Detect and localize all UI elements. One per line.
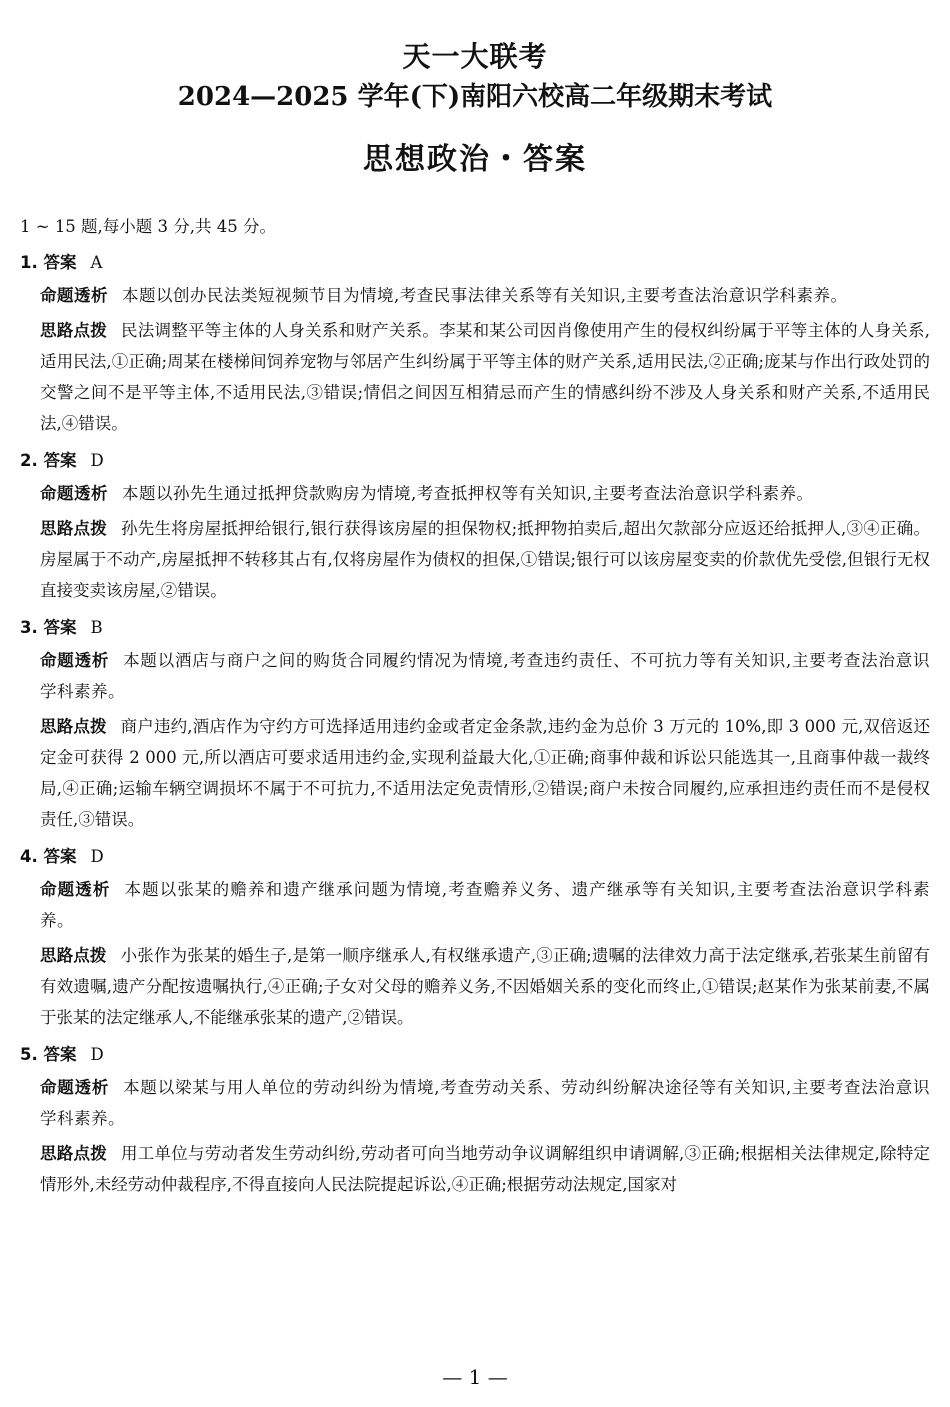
hint-label: 思路点拨 [40, 946, 107, 965]
analysis-label: 命题透析 [40, 484, 108, 503]
hint-paragraph [40, 711, 930, 835]
analysis-text: 本题以梁某与用人单位的劳动纠纷为情境,考查劳动关系、劳动纠纷解决途径等有关知识,主要考查法治意识学科素养。 [40, 1078, 930, 1128]
question-block-5 [20, 1037, 930, 1200]
analysis-text: 本题以酒店与商户之间的购货合同履约情况为情境,考查违约责任、不可抗力等有关知识,主要考查法治意识学科素养。 [40, 651, 930, 701]
answer-label: 5. 答案 [20, 1045, 77, 1064]
question-block-2 [20, 443, 930, 606]
hint-paragraph [40, 940, 930, 1033]
answer-label: 4. 答案 [20, 847, 77, 866]
answer-value: A [90, 253, 103, 272]
analysis-text: 本题以张某的赡养和遗产继承问题为情境,考查赡养义务、遗产继承等有关知识,主要考查法治意识学科素养。 [40, 880, 931, 930]
analysis-paragraph [40, 478, 930, 509]
hint-text: 用工单位与劳动者发生劳动纠纷,劳动者可向当地劳动争议调解组织申请调解,③正确;根据相关法律规定,除特定情形外,未经劳动仲裁程序,不得直接向人民法院提起诉讼,④正确;根据劳动法规定,国家对 [40, 1144, 931, 1194]
hint-paragraph [40, 513, 930, 606]
exam-session-title: 2024—2025 学年(下)南阳六校高二年级期末考试 [177, 82, 773, 112]
analysis-paragraph [40, 874, 930, 936]
answer-line [20, 839, 930, 874]
page-number: — 1 — [442, 1365, 508, 1389]
analysis-label: 命题透析 [40, 286, 108, 305]
question-block-3 [20, 610, 930, 835]
answer-line [20, 245, 930, 280]
hint-label: 思路点拨 [40, 519, 107, 538]
answer-line [20, 1037, 930, 1072]
answer-label: 2. 答案 [20, 451, 77, 470]
analysis-text: 本题以创办民法类短视频节目为情境,考查民事法律关系等有关知识,主要考查法治意识学科素养。 [122, 286, 848, 305]
analysis-paragraph [40, 280, 930, 311]
analysis-paragraph [40, 1072, 930, 1134]
answer-line [20, 610, 930, 645]
analysis-label: 命题透析 [40, 880, 111, 899]
hint-text: 小张作为张某的婚生子,是第一顺序继承人,有权继承遗产,③正确;遗嘱的法律效力高于法定继承,若张某生前留有有效遗嘱,遗产分配按遗嘱执行,④正确;子女对父母的赡养义务,不因婚姻关系的变化而终止,①错误;赵某作为张某前妻,不属于张某的法定继承人,不能继承张某的遗产,②错误。 [40, 946, 931, 1027]
answer-value: B [90, 618, 103, 637]
hint-label: 思路点拨 [40, 1144, 107, 1163]
analysis-label: 命题透析 [40, 651, 110, 670]
analysis-text: 本题以孙先生通过抵押贷款购房为情境,考查抵押权等有关知识,主要考查法治意识学科素养。 [122, 484, 814, 503]
analysis-label: 命题透析 [40, 1078, 110, 1097]
scoring-intro: 1 ~ 15 题,每小题 3 分,共 45 分。 [20, 217, 277, 236]
question-block-1 [20, 245, 930, 439]
hint-label: 思路点拨 [40, 717, 107, 736]
answer-label: 1. 答案 [20, 253, 77, 272]
answer-value: D [90, 451, 104, 470]
exam-org-title: 天一大联考 [402, 40, 548, 73]
analysis-paragraph [40, 645, 930, 707]
hint-text: 民法调整平等主体的人身关系和财产关系。李某和某公司因肖像使用产生的侵权纠纷属于平等主体的人身关系,适用民法,①正确;周某在楼梯间饲养宠物与邻居产生纠纷属于平等主体的财产关系,适用民法,②正确;庞某与作出行政处罚的交警之间不是平等主体,不适用民法,③错误;情侣之间因互相猜忌而产生的情感纠纷不涉及人身关系和财产关系,不适用民法,④错误。 [40, 321, 930, 433]
hint-text: 孙先生将房屋抵押给银行,银行获得该房屋的担保物权;抵押物拍卖后,超出欠款部分应返还给抵押人,③④正确。房屋属于不动产,房屋抵押不转移其占有,仅将房屋作为债权的担保,①错误;银行可以该房屋变卖的价款优先受偿,但银行无权直接变卖该房屋,②错误。 [40, 519, 931, 600]
hint-paragraph [40, 315, 930, 439]
subject-title: 思想政治・答案 [363, 142, 587, 177]
question-block-4 [20, 839, 930, 1033]
hint-text: 商户违约,酒店作为守约方可选择适用违约金或者定金条款,违约金为总价 3 万元的 10%,即 3 000 元,双倍返还定金可获得 2 000 元,所以酒店可要求适用违约金,实现利益最大化,①正确;商事仲裁和诉讼只能选其一,且商事仲裁一裁终局,④正确;运输车辆空调损坏不属于不可抗力,不适用法定免责情形,②错误;商户未按合同履约,应承担违约责任而不是侵权责任,③错误。 [40, 717, 930, 829]
answer-value: D [90, 847, 104, 866]
answer-content [20, 208, 930, 1204]
hint-paragraph [40, 1138, 930, 1200]
hint-label: 思路点拨 [40, 321, 107, 340]
answer-value: D [90, 1045, 104, 1064]
answer-label: 3. 答案 [20, 618, 77, 637]
answer-line [20, 443, 930, 478]
